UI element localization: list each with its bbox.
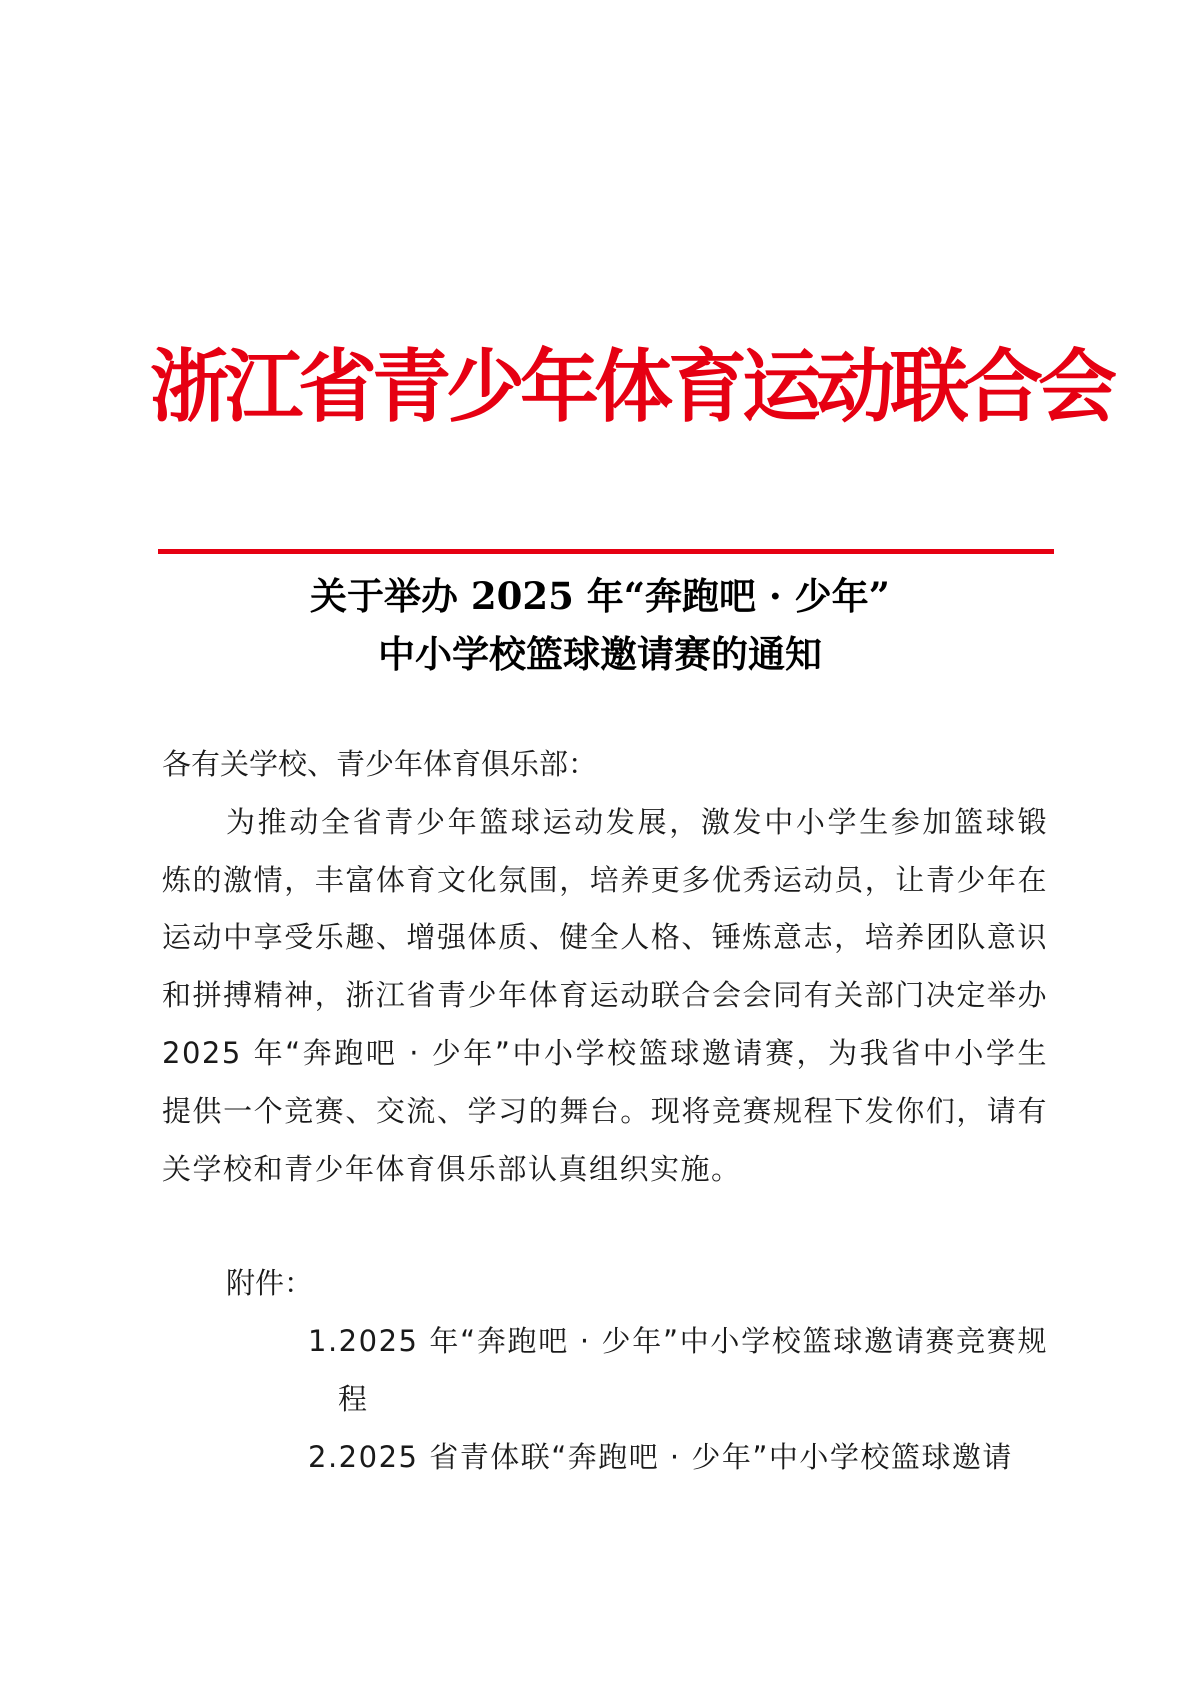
- red-divider-line: [158, 549, 1054, 554]
- document-body: [162, 736, 1048, 1487]
- document-title-line-2: 中小学校篮球邀请赛的通知: [378, 632, 822, 676]
- body-paragraph: 为推动全省青少年篮球运动发展，激发中小学生参加篮球锻炼的激情，丰富体育文化氛围，培养更多优秀运动员，让青少年在运动中享受乐趣、增强体质、健全人格、锤炼意志，培养团队意识和拼搏精神，浙江省青少年体育运动联合会会同有关部门决定举办 2025 年“奔跑吧 · 少年”中小学校篮球邀请赛，为我省中小学生提供一个竞赛、交流、学习的舞台。现将竞赛规程下发你们，请有关学校和青少年体育俱乐部认真组织实施。: [162, 804, 1048, 1186]
- document-title-line-1: 关于举办 2025 年“奔跑吧 · 少年”: [310, 574, 890, 618]
- attachment-item-1: 1.2025 年“奔跑吧 · 少年”中小学校篮球邀请赛竞赛规程: [308, 1324, 1048, 1416]
- organization-header: 浙江省青少年体育运动联合会: [150, 340, 1112, 433]
- attachment-item-2: 2.2025 省青体联“奔跑吧 · 少年”中小学校篮球邀请: [308, 1439, 1013, 1474]
- salutation: 各有关学校、青少年体育俱乐部：: [162, 747, 598, 781]
- document-title: [160, 567, 1040, 683]
- attachments-label: 附件：: [226, 1266, 314, 1301]
